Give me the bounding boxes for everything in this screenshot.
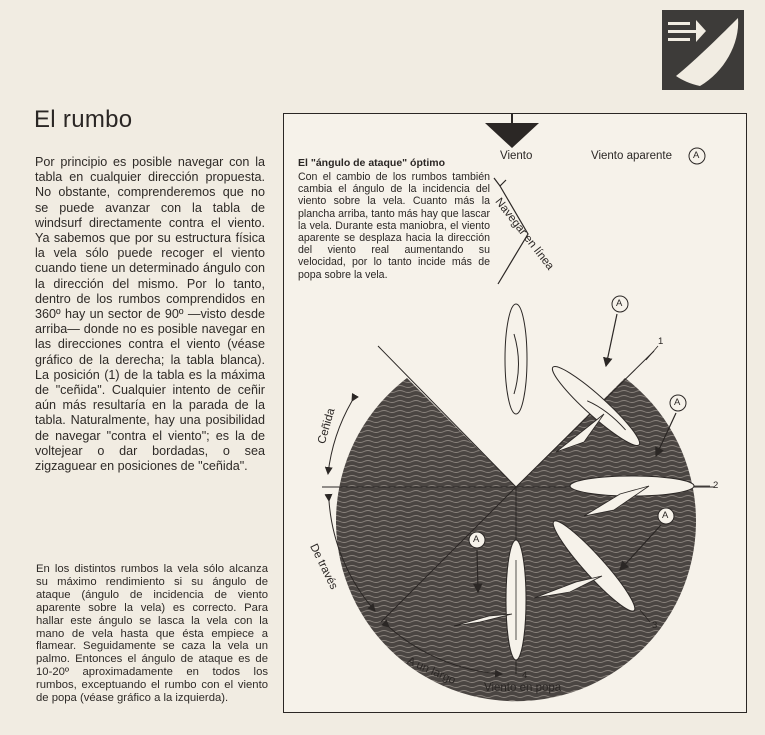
close-hauled-label: Ceñida	[316, 406, 338, 446]
article-heading: El rumbo	[34, 106, 133, 133]
apparent-wind-label: Viento aparente	[591, 150, 672, 162]
article-body: Por principio es posible navegar con la tabla en cualquier dirección propuesta. No obstante, comprenderemos que no se puede avanzar con la tabla de windsurf directamente contra el viento. Ya sabemos que por su estructura física la vela sólo puede recoger el viento cuando tiene un determinado ángulo con la dirección del mismo. Por lo tanto, dentro de los rumbos comprendidos en 360º hay un sector de 90º —visto desde arriba— donde no es posible navegar en las direcciones contra el viento (véase gráfico de la derecha; la tabla blanca). La posición (1) de la tabla es la máxima de "ceñida". Cualquier intento de ceñir aún más resultaría en la parada de la tabla. Naturalmente, hay una posibilidad de navegar "contra el viento"; es la de voltejear o dar bordadas, o sea zigzaguear en posiciones de "ceñida".	[35, 155, 265, 474]
marker-letter-1: A	[616, 298, 623, 309]
windsurf-sail-logo-icon	[662, 10, 744, 90]
marker-letter-3: A	[662, 510, 669, 521]
position-number-3: 3	[652, 620, 658, 631]
board-position-4	[506, 540, 526, 660]
marker-letter-2: A	[674, 397, 681, 408]
position-number-4: 4	[522, 670, 528, 681]
figure-title: El "ángulo de ataque" óptimo	[298, 157, 446, 169]
beam-reach-label: De través	[307, 542, 340, 592]
legend-marker-letter: A	[693, 150, 700, 161]
position-number-2: 2	[713, 480, 719, 491]
marker-letter-4: A	[473, 534, 480, 545]
wind-arrow-icon	[485, 114, 539, 148]
downwind-label: Viento en popa	[484, 682, 562, 694]
figure-body: Con el cambio de los rumbos también cambia el ángulo de la incidencia del viento sobre la vela. Cuanto más la plancha arriba, tanto más hay que lascar la vela. Durante esta maniobra, el viento aparente se desplaza hacia la dirección del viento real aumentando su velocidad, por lo tanto incide más de popa sobre la vela.	[298, 171, 490, 281]
wind-label: Viento	[500, 150, 533, 162]
position-number-1: 1	[658, 336, 664, 347]
broad-reach-label: A un largo	[405, 655, 458, 688]
no-go-board	[505, 304, 527, 414]
wind-angle-diagram	[283, 113, 747, 713]
upwind-label: Navegar en línea	[492, 196, 556, 273]
article-caption: En los distintos rumbos la vela sólo alcanza su máximo rendimiento si su ángulo de ataque (ángulo de incidencia de viento aparente sobre la vela) es correcto. Para hallar este ángulo se lasca la vela con la mano de vela hasta que ésta empiece a flamear. Seguidamente se caza la vela un palmo. Entonces el ángulo de ataque es de 10-20º aproximadamente en todos los rumbos, exceptuando el rumbo con el viento de popa (véase gráfico a la izquierda).	[36, 563, 268, 705]
